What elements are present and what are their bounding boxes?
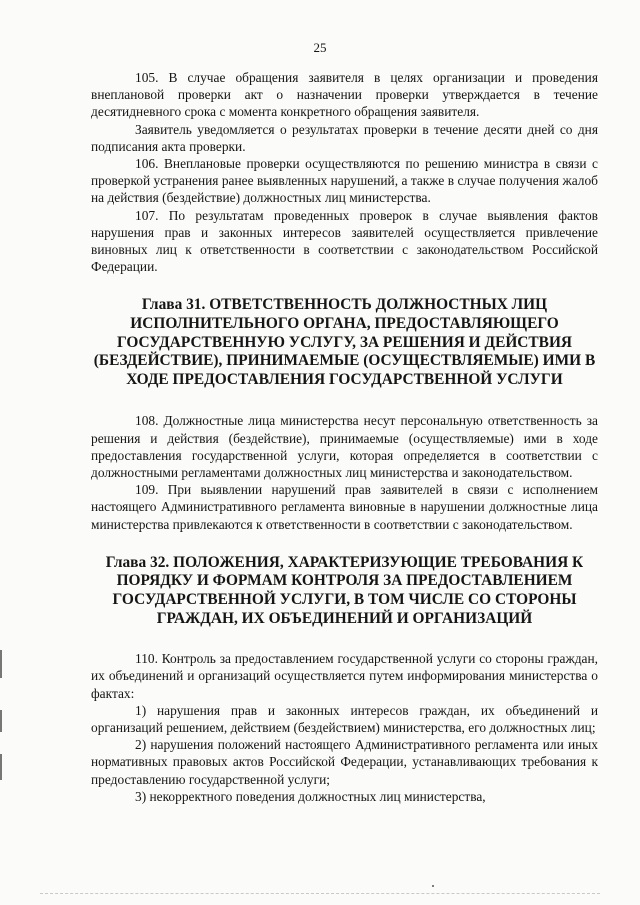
paragraph-106: 106. Внеплановые проверки осуществляются по решению министра в связи с проверкой устранения ранее выявленных нарушений, а также в случае получения жалоб на действия (бездействие) должностных лиц министерства. (91, 156, 598, 206)
paragraph-108: 108. Должностные лица министерства несут персональную ответственность за решения и действия (бездействие), принимаемые (осуществляемые) ими в ходе предоставления государственной услуги, которая определяется в соответствии с должностными регламентами должностных лиц министерства и законодательством. (91, 413, 598, 481)
chapter-31-title: Глава 31. ОТВЕТСТВЕННОСТЬ ДОЛЖНОСТНЫХ ЛИЦ ИСПОЛНИТЕЛЬНОГО ОРГАНА, ПРЕДОСТАВЛЯЮЩЕГО ГОСУДАРСТВЕННУЮ УСЛУГУ, ЗА РЕШЕНИЯ И ДЕЙСТВИЯ (БЕЗДЕЙСТВИЕ), ПРИНИМАЕМЫЕ (ОСУЩЕСТВЛЯЕМЫЕ) ИМИ В ХОДЕ ПРЕДОСТАВЛЕНИЯ ГОСУДАРСТВЕННОЙ УСЛУГИ (93, 296, 596, 388)
page-content (91, 69, 598, 805)
list-item-2: 2) нарушения положений настоящего Административного регламента или иных нормативных правовых актов Российской Федерации, устанавливающих требования к предоставлению государственной услуги; (91, 737, 598, 787)
chapter-32-title: Глава 32. ПОЛОЖЕНИЯ, ХАРАКТЕРИЗУЮЩИЕ ТРЕБОВАНИЯ К ПОРЯДКУ И ФОРМАМ КОНТРОЛЯ ЗА ПРЕДОСТАВЛЕНИЕМ ГОСУДАРСТВЕННОЙ УСЛУГИ, В ТОМ ЧИСЛЕ СО СТОРОНЫ ГРАЖДАН, ИХ ОБЪЕДИНЕНИЙ И ОРГАНИЗАЦИЙ (105, 553, 584, 627)
scan-speck (432, 885, 434, 887)
paragraph-105-notice: Заявитель уведомляется о результатах проверки в течение десяти дней со дня подписания акта проверки. (91, 121, 598, 154)
paragraph-110: 110. Контроль за предоставлением государственной услуги со стороны граждан, их объединений и организаций осуществляется путем информирования министерства о фактах: (91, 651, 598, 701)
paragraph-105: 105. В случае обращения заявителя в целях организации и проведения внеплановой проверки акт о назначении проверки утверждается в течение десятидневного срока с момента конкретного обращения заявителя. (91, 70, 598, 120)
paragraph-109: 109. При выявлении нарушений прав заявителей в связи с исполнением настоящего Административного регламента виновные в нарушении должностные лица министерства привлекаются к ответственности в соответствии с законодательством. (91, 482, 598, 532)
paragraph-107: 107. По результатам проведенных проверок в случае выявления фактов нарушения прав и законных интересов заявителей осуществляется привлечение виновных лиц к ответственности в соответствии с законодательством Российской Федерации. (91, 207, 598, 275)
list-item-3: 3) некорректного поведения должностных лиц министерства, (135, 788, 486, 804)
scan-margin-marks (0, 650, 3, 780)
scan-bottom-edge (40, 893, 600, 896)
list-item-1: 1) нарушения прав и законных интересов граждан, их объединений и организаций решением, действием (бездействием) министерства, его должностных лиц; (91, 702, 598, 736)
page-number: 25 (313, 40, 327, 55)
